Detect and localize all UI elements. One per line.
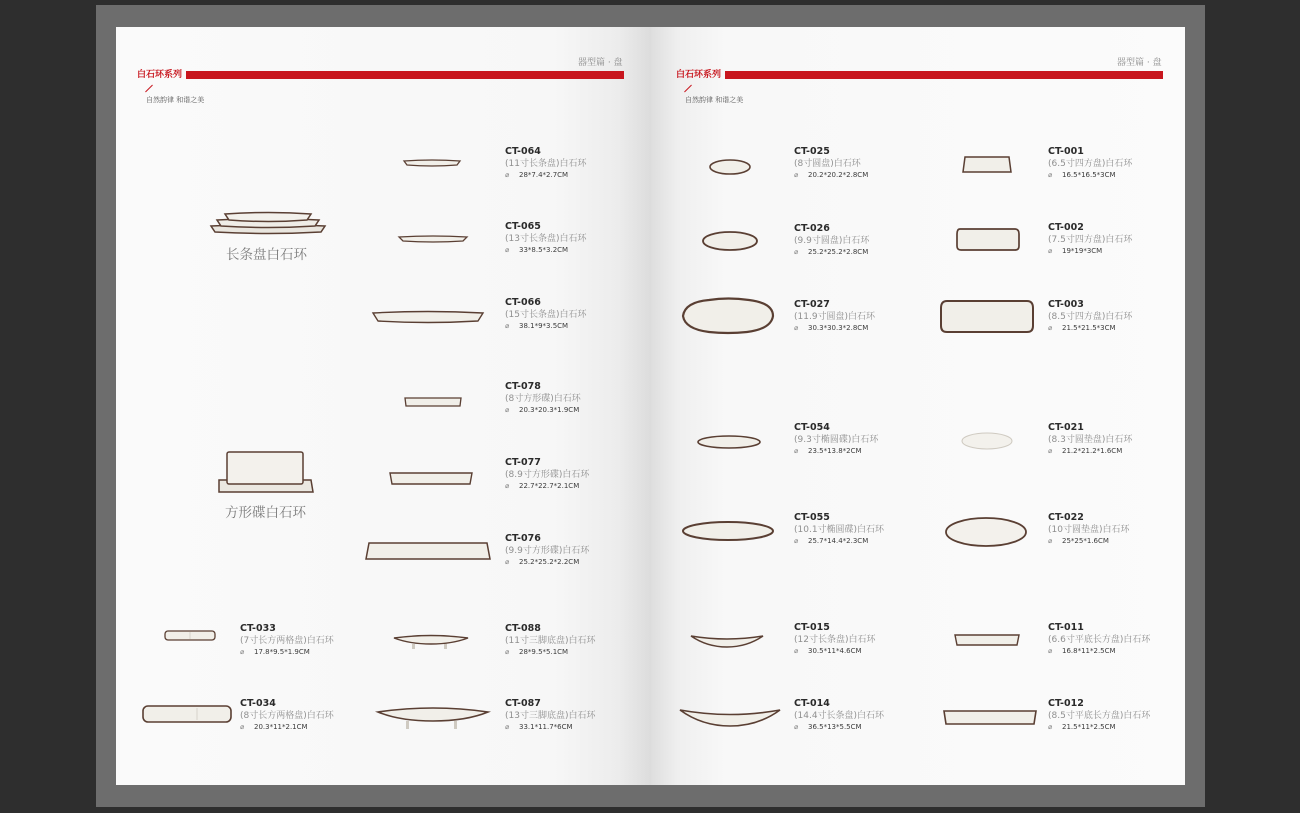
curved-boat-plate-icon <box>689 632 765 650</box>
diameter-icon: ⌀ <box>240 648 245 656</box>
right-page <box>651 27 1185 785</box>
diameter-icon: ⌀ <box>794 537 799 545</box>
product-size: ⌀ 28*9.5*5.1CM <box>505 648 569 656</box>
product-card-ct-014 <box>794 698 884 732</box>
product-card-ct-054 <box>794 422 878 456</box>
product-name: (11寸三脚底盘)白石环 <box>505 636 596 646</box>
product-code: CT-022 <box>1048 512 1084 523</box>
product-size: ⌀ 20.2*20.2*2.8CM <box>794 171 869 179</box>
rectangular-plate-icon <box>941 708 1039 730</box>
product-name: (6.6寸平底长方盘)白石环 <box>1048 635 1151 645</box>
product-code: CT-087 <box>505 698 541 709</box>
product-card-ct-033 <box>240 623 334 657</box>
group-label-oblong: 长条盘白石环 <box>226 247 307 263</box>
product-name: (14.4寸长条盘)白石环 <box>794 711 885 721</box>
product-size: ⌀ 30.5*11*4.6CM <box>794 647 862 655</box>
product-code: CT-025 <box>794 146 830 157</box>
product-name: (12寸长条盘)白石环 <box>794 635 876 645</box>
product-size: ⌀ 16.5*16.5*3CM <box>1048 171 1116 179</box>
rectangular-plate-icon <box>952 632 1022 650</box>
diameter-icon: ⌀ <box>794 723 799 731</box>
product-card-ct-088 <box>505 623 595 657</box>
square-plate-icon <box>388 470 474 488</box>
product-name: (11.9寸圆盘)白石环 <box>794 312 876 322</box>
product-code: CT-064 <box>505 146 541 157</box>
left-page <box>116 27 651 785</box>
product-code: CT-015 <box>794 622 830 633</box>
product-code: CT-021 <box>1048 422 1084 433</box>
corner-label: 器型篇 · 盘 <box>1117 58 1162 68</box>
product-code: CT-001 <box>1048 146 1084 157</box>
product-card-ct-025 <box>794 146 868 180</box>
product-card-ct-021 <box>1048 422 1132 456</box>
diameter-icon: ⌀ <box>794 248 799 256</box>
product-card-ct-034 <box>240 698 334 732</box>
product-card-ct-077 <box>505 457 589 491</box>
product-name: (8寸长方两格盘)白石环 <box>240 711 334 721</box>
product-card-ct-001 <box>1048 146 1132 180</box>
product-code: CT-034 <box>240 698 276 709</box>
product-card-ct-002 <box>1048 222 1132 256</box>
product-code: CT-033 <box>240 623 276 634</box>
curved-boat-plate-icon <box>678 705 782 731</box>
product-code: CT-002 <box>1048 222 1084 233</box>
product-card-ct-026 <box>794 223 869 257</box>
diameter-icon: ⌀ <box>794 647 799 655</box>
diameter-icon: ⌀ <box>505 171 510 179</box>
section-title: 白石环系列 <box>676 70 722 80</box>
square-plate-icon <box>955 226 1021 254</box>
diameter-icon: ⌀ <box>505 723 510 731</box>
product-card-ct-055 <box>794 512 884 546</box>
oblong-plate-set-image <box>209 209 329 235</box>
footed-boat-plate-icon <box>376 704 490 734</box>
diameter-icon: ⌀ <box>505 246 510 254</box>
product-name: (9.9寸圆盘)白石环 <box>794 236 870 246</box>
diameter-icon: ⌀ <box>505 406 510 414</box>
narrow-oblong-plate-icon <box>403 158 461 168</box>
product-size: ⌀ 22.7*22.7*2.1CM <box>505 482 580 490</box>
product-size: ⌀ 23.5*13.8*2CM <box>794 447 862 455</box>
product-name: (10.1寸椭圆碟)白石环 <box>794 525 885 535</box>
product-name: (8.5寸平底长方盘)白石环 <box>1048 711 1151 721</box>
round-plate-icon <box>944 516 1028 550</box>
diameter-icon: ⌀ <box>1048 247 1053 255</box>
product-card-ct-087 <box>505 698 595 732</box>
square-plate-icon <box>939 298 1035 338</box>
red-slash-mark <box>684 85 692 93</box>
product-code: CT-014 <box>794 698 830 709</box>
diameter-icon: ⌀ <box>1048 447 1053 455</box>
product-code: CT-088 <box>505 623 541 634</box>
product-size: ⌀ 36.5*13*5.5CM <box>794 723 862 731</box>
section-title: 白石环系列 <box>137 70 183 80</box>
product-name: (7.5寸四方盘)白石环 <box>1048 235 1133 245</box>
diameter-icon: ⌀ <box>794 324 799 332</box>
product-code: CT-027 <box>794 299 830 310</box>
product-code: CT-054 <box>794 422 830 433</box>
product-size: ⌀ 16.8*11*2.5CM <box>1048 647 1116 655</box>
square-plate-icon <box>403 396 463 410</box>
product-card-ct-015 <box>794 622 875 656</box>
footed-boat-plate-icon <box>392 632 470 652</box>
product-size: ⌀ 25.2*25.2*2.8CM <box>794 248 869 256</box>
product-name: (9.9寸方形碟)白石环 <box>505 546 590 556</box>
product-code: CT-012 <box>1048 698 1084 709</box>
round-plate-icon <box>960 430 1014 452</box>
product-name: (9.3寸椭圆碟)白石环 <box>794 435 879 445</box>
product-card-ct-064 <box>505 146 586 180</box>
product-card-ct-078 <box>505 381 581 415</box>
product-size: ⌀ 19*19*3CM <box>1048 247 1103 255</box>
section-red-bar <box>186 71 624 79</box>
product-size: ⌀ 20.3*20.3*1.9CM <box>505 406 580 414</box>
tagline: 自然韵律 和谐之美 <box>146 96 205 104</box>
square-plate-icon <box>364 541 492 565</box>
product-code: CT-077 <box>505 457 541 468</box>
narrow-oblong-plate-icon <box>372 307 484 327</box>
product-size: ⌀ 21.2*21.2*1.6CM <box>1048 447 1123 455</box>
product-card-ct-027 <box>794 299 875 333</box>
product-size: ⌀ 17.8*9.5*1.9CM <box>240 648 310 656</box>
product-size: ⌀ 33*8.5*3.2CM <box>505 246 569 254</box>
product-code: CT-066 <box>505 297 541 308</box>
square-plate-icon <box>961 154 1013 178</box>
product-name: (10寸圆垫盘)白石环 <box>1048 525 1130 535</box>
product-code: CT-055 <box>794 512 830 523</box>
round-plate-icon <box>679 296 777 336</box>
product-card-ct-065 <box>505 221 586 255</box>
product-size: ⌀ 25.7*14.4*2.3CM <box>794 537 869 545</box>
product-size: ⌀ 25.2*25.2*2.2CM <box>505 558 580 566</box>
product-size: ⌀ 38.1*9*3.5CM <box>505 322 569 330</box>
diameter-icon: ⌀ <box>240 723 245 731</box>
red-slash-mark <box>145 85 153 93</box>
divided-plate-icon <box>141 704 233 726</box>
product-size: ⌀ 33.1*11.7*6CM <box>505 723 573 731</box>
diameter-icon: ⌀ <box>1048 324 1053 332</box>
diameter-icon: ⌀ <box>505 648 510 656</box>
product-name: (15寸长条盘)白石环 <box>505 310 587 320</box>
product-code: CT-003 <box>1048 299 1084 310</box>
diameter-icon: ⌀ <box>505 322 510 330</box>
oval-plate-icon <box>681 520 775 544</box>
oval-plate-icon <box>696 434 762 450</box>
product-size: ⌀ 25*25*1.6CM <box>1048 537 1109 545</box>
group-label-square: 方形碟白石环 <box>225 505 306 521</box>
round-plate-icon <box>701 230 759 252</box>
product-code: CT-011 <box>1048 622 1084 633</box>
product-card-ct-003 <box>1048 299 1132 333</box>
product-name: (11寸长条盘)白石环 <box>505 159 587 169</box>
product-card-ct-011 <box>1048 622 1150 656</box>
section-red-bar <box>725 71 1163 79</box>
corner-label: 器型篇 · 盘 <box>578 58 623 68</box>
diameter-icon: ⌀ <box>1048 647 1053 655</box>
product-size: ⌀ 21.5*21.5*3CM <box>1048 324 1116 332</box>
product-code: CT-026 <box>794 223 830 234</box>
narrow-oblong-plate-icon <box>398 233 468 245</box>
product-size: ⌀ 28*7.4*2.7CM <box>505 171 569 179</box>
product-name: (8.9寸方形碟)白石环 <box>505 470 590 480</box>
product-name: (8寸圆盘)白石环 <box>794 159 861 169</box>
diameter-icon: ⌀ <box>505 558 510 566</box>
product-name: (7寸长方两格盘)白石环 <box>240 636 334 646</box>
diameter-icon: ⌀ <box>1048 723 1053 731</box>
diameter-icon: ⌀ <box>794 447 799 455</box>
tagline: 自然韵律 和谐之美 <box>685 96 744 104</box>
product-card-ct-076 <box>505 533 589 567</box>
diameter-icon: ⌀ <box>505 482 510 490</box>
product-size: ⌀ 30.3*30.3*2.8CM <box>794 324 869 332</box>
round-plate-icon <box>708 158 752 176</box>
product-name: (8.5寸四方盘)白石环 <box>1048 312 1133 322</box>
diameter-icon: ⌀ <box>1048 537 1053 545</box>
product-name: (13寸三脚底盘)白石环 <box>505 711 596 721</box>
product-code: CT-065 <box>505 221 541 232</box>
product-code: CT-076 <box>505 533 541 544</box>
product-code: CT-078 <box>505 381 541 392</box>
diameter-icon: ⌀ <box>1048 171 1053 179</box>
square-plate-set-image <box>217 450 315 496</box>
divided-plate-icon <box>163 629 217 643</box>
product-size: ⌀ 21.5*11*2.5CM <box>1048 723 1116 731</box>
product-size: ⌀ 20.3*11*2.1CM <box>240 723 308 731</box>
product-card-ct-022 <box>1048 512 1129 546</box>
product-card-ct-066 <box>505 297 586 331</box>
product-name: (6.5寸四方盘)白石环 <box>1048 159 1133 169</box>
product-name: (8寸方形碟)白石环 <box>505 394 581 404</box>
product-name: (8.3寸圆垫盘)白石环 <box>1048 435 1133 445</box>
product-card-ct-012 <box>1048 698 1150 732</box>
diameter-icon: ⌀ <box>794 171 799 179</box>
product-name: (13寸长条盘)白石环 <box>505 234 587 244</box>
